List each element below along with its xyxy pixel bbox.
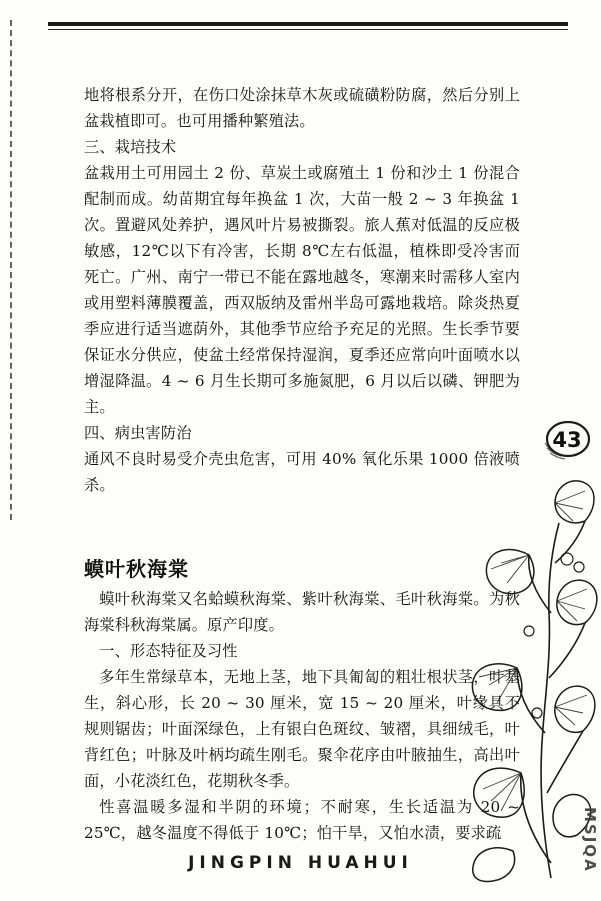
paragraph: 多年生常绿草本，无地上茎，地下具匍匐的粗壮根状茎，叶基生，斜心形，长 20 ~ 30 厘米，宽 15 ~ 20 厘米，叶缘具不规则锯齿；叶面深绿色，上有银白色斑纹、皱褶，具细绒毛，叶背红色；叶脉及叶柄均疏生刚毛。聚伞花序由叶腋抽生，高出叶面，小花淡红色，花期秋冬季。 [84,668,520,790]
edge-watermark: MSJQA [581,807,599,873]
binding-edge-rule [10,20,12,520]
section-heading-pests: 四、病虫害防治 [84,424,192,442]
paragraph: 性喜温暖多湿和半阴的环境；不耐寒，生长适温为 20 ~ 25℃，越冬温度不得低于 10℃；怕干旱，又怕水渍，要求疏 [84,798,520,842]
paragraph: 通风不良时易受介壳虫危害，可用 40% 氧化乐果 1000 倍液喷杀。 [84,450,520,494]
header-rule [48,22,568,26]
page-number [541,415,593,465]
paragraph: 蟆叶秋海棠又名蛤蟆秋海棠、紫叶秋海棠、毛叶秋海棠。为秋海棠科秋海棠属。原产印度。 [84,590,520,634]
section-heading-cultivation: 三、栽培技术 [84,138,177,156]
page-number-text: 43 [552,428,582,452]
section-heading-morphology: 一、形态特征及习性 [99,642,238,660]
paragraph: 盆栽用土可用园土 2 份、草炭土或腐殖土 1 份和沙土 1 份混合配制而成。幼苗期宜每年换盆 1 次，大苗一般 2 ~ 3 年换盆 1 次。置避风处养护，遇风叶片易被撕裂。旅人蕉对低温的反应极敏感，12℃以下有冷害，长期 8℃左右低温，植株即受冷害而死亡。广州、南宁一带已不能在露地越冬，寒潮来时需移人室内或用塑料薄膜覆盖，西双版纳及雷州半岛可露地栽培。除炎热夏季应进行适当遮荫外，其他季节应给予充足的光照。生长季节要保证水分供应，使盆土经常保持湿润，夏季还应常向叶面喷水以增湿降温。4 ~ 6 月生长期可多施氮肥，6 月以后以磷、钾肥为主。 [84,164,520,416]
species-body [84,586,520,846]
footer-romanization: JINGPIN HUAHUI [188,853,413,873]
article-body-continued [84,82,520,498]
paragraph: 地将根系分开，在伤口处涂抹草木灰或硫磺粉防腐，然后分别上盆栽植即可。也可用播种繁殖法。 [84,86,520,130]
species-title: 蟆叶秋海棠 [84,557,189,581]
